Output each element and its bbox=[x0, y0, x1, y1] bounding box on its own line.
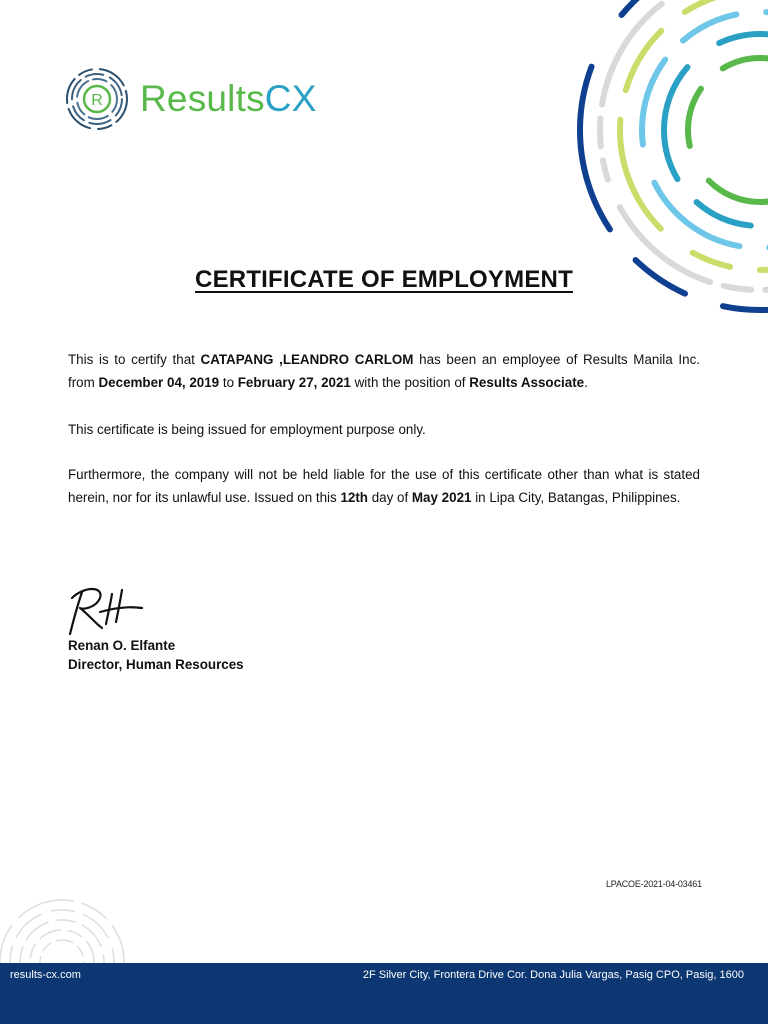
signatory bbox=[68, 636, 244, 674]
logo-word-cx: CX bbox=[264, 78, 317, 119]
text: . bbox=[584, 375, 588, 390]
logo-word-results: Results bbox=[140, 78, 265, 119]
decorative-circles-icon bbox=[0, 880, 130, 963]
end-date: February 27, 2021 bbox=[237, 375, 351, 390]
position: Results Associate bbox=[469, 375, 585, 390]
text: in Lipa City, Batangas, Philippines. bbox=[471, 490, 681, 505]
footer-bar bbox=[0, 963, 768, 1024]
issue-month-year: May 2021 bbox=[411, 490, 472, 505]
liability-paragraph bbox=[68, 463, 700, 509]
logo-letter: R bbox=[91, 92, 103, 109]
certification-paragraph bbox=[68, 348, 700, 394]
footer-website-link[interactable]: results-cx.com bbox=[10, 969, 81, 981]
text: with the position of bbox=[350, 375, 470, 390]
logo-wordmark bbox=[140, 78, 317, 120]
start-date: December 04, 2019 bbox=[98, 375, 220, 390]
text: This is to certify that bbox=[68, 352, 201, 367]
issue-day: 12th bbox=[340, 490, 368, 505]
purpose-paragraph: This certificate is being issued for employment purpose only. bbox=[68, 422, 426, 437]
footer-address: 2F Silver City, Frontera Drive Cor. Dona Julia Vargas, Pasig CPO, Pasig, 1600 bbox=[362, 969, 744, 981]
logo-mark-icon bbox=[64, 64, 130, 134]
signature-icon bbox=[64, 584, 148, 636]
text: day of bbox=[367, 490, 412, 505]
text: to bbox=[219, 375, 238, 390]
document-title: CERTIFICATE OF EMPLOYMENT bbox=[195, 266, 573, 293]
company-logo bbox=[64, 64, 334, 134]
employee-name: CATAPANG ,LEANDRO CARLOM bbox=[200, 352, 414, 367]
text: has been an employee of Results Manila Inc. from bbox=[68, 352, 700, 390]
text: Furthermore, the company will not be held liable for the use of this certificate other than what is stated herein, nor for its unlawful use. Issued on this bbox=[68, 467, 700, 505]
signer-title: Director, Human Resources bbox=[68, 657, 244, 672]
reference-number: LPACOE-2021-04-03461 bbox=[606, 879, 702, 889]
signer-name: Renan O. Elfante bbox=[68, 638, 176, 653]
